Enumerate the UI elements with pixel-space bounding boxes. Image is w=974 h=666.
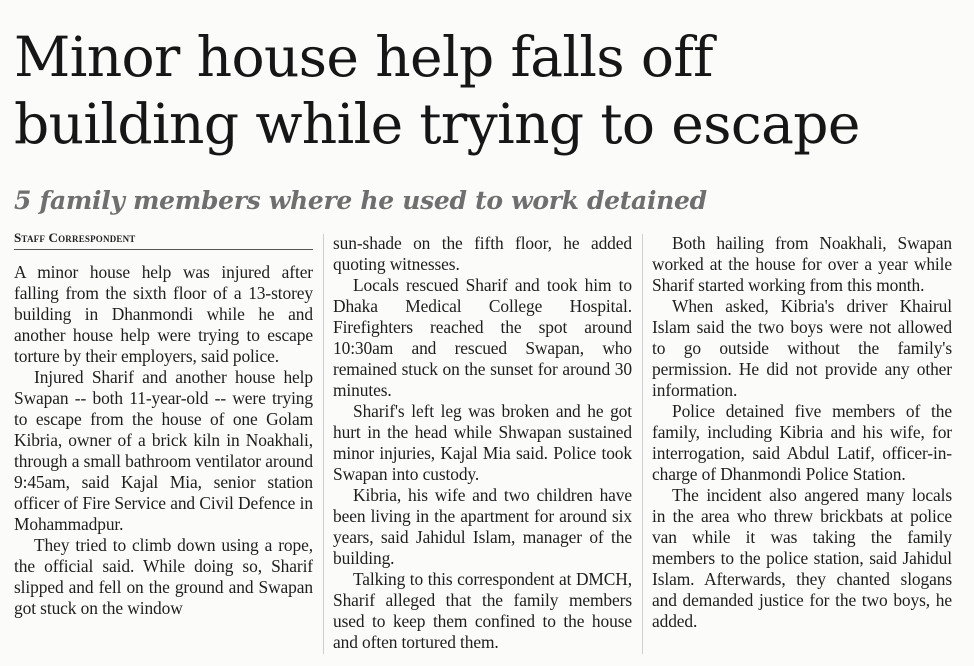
paragraph: Talking to this correspondent at DMCH, Sharif alleged that the family members used to keep them confined to the house and often tortured them. — [333, 569, 632, 652]
paragraph: Injured Sharif and another house help Swapan -- both 11-year-old -- were trying to escape from the house of one Golam Kibria, owner of a brick kiln in Noakhali, through a small bathroom ventilator around 9:45am, said Kajal Mia, senior station officer of Fire Service and Civil Defence in Mohammadpur. — [14, 367, 313, 534]
paragraph: Kibria, his wife and two children have been living in the apartment for around six years, said Jahidul Islam, manager of the building. — [333, 485, 632, 568]
paragraph: When asked, Kibria's driver Khairul Islam said the two boys were not allowed to go outside without the family's permission. He did not provide any other information. — [652, 296, 952, 400]
article-column-2 — [333, 233, 632, 653]
paragraph: Locals rescued Sharif and took him to Dhaka Medical College Hospital. Firefighters reached the spot around 10:30am and rescued Swapan, who remained stuck on the sunset for around 30 minutes. — [333, 275, 632, 400]
byline: Staff Correspondent — [14, 230, 136, 245]
headline — [14, 24, 964, 158]
paragraph: sun-shade on the fifth floor, he added quoting witnesses. — [333, 233, 632, 274]
column-divider-2 — [642, 234, 643, 654]
paragraph: Police detained five members of the family, including Kibria and his wife, for interrogation, said Abdul Latif, officer-in-charge of Dhanmondi Police Station. — [652, 401, 952, 484]
subheadline: 5 family members where he used to work detained — [14, 186, 707, 215]
paragraph: The incident also angered many locals in the area who threw brickbats at police van while it was taking the family members to the police station, said Jahidul Islam. Afterwards, they chanted slogans and demanded justice for the two boys, he added. — [652, 485, 952, 631]
headline-line-2: building while trying to escape — [14, 92, 860, 156]
paragraph: A minor house help was injured after falling from the sixth floor of a 13-storey building in Dhanmondi while he and another house help were trying to escape torture by their employers, said police. — [14, 262, 313, 366]
column-divider-1 — [323, 234, 324, 654]
paragraph: Both hailing from Noakhali, Swapan worked at the house for over a year while Sharif started working from this month. — [652, 233, 952, 295]
paragraph: Sharif's left leg was broken and he got hurt in the head while Shwapan sustained minor injuries, Kajal Mia said. Police took Swapan into custody. — [333, 401, 632, 484]
byline-rule — [14, 249, 313, 250]
article-column-1 — [14, 262, 313, 619]
article-column-3 — [652, 233, 952, 632]
headline-line-1: Minor house help falls off — [14, 25, 713, 89]
paragraph: They tried to climb down using a rope, the official said. While doing so, Sharif slipped and fell on the ground and Swapan got stuck on the window — [14, 535, 313, 618]
